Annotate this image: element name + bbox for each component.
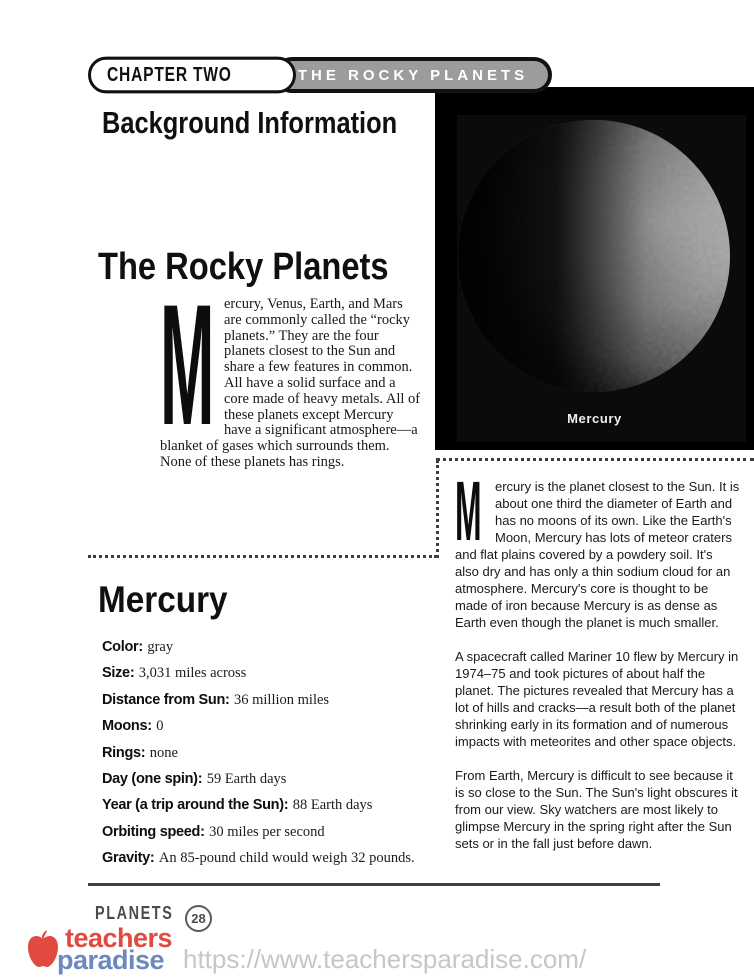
fact-year: Year (a trip around the Sun): 88 Earth days	[102, 797, 373, 814]
apple-icon	[27, 927, 59, 973]
dotted-rule-bottom-left	[88, 555, 437, 558]
logo-text	[57, 923, 173, 975]
page-number-badge: 28	[185, 905, 212, 932]
chapter-header	[88, 57, 552, 93]
photo-caption: Mercury	[567, 411, 622, 426]
book-title: PLANETS	[95, 903, 174, 923]
drop-cap-m-small: M	[455, 464, 482, 558]
info-paragraph-3: From Earth, Mercury is difficult to see because it is so close to the Sun. The Sun's light obscures it from our view. Sky watchers are most likely to glimpse Mercury in the spring right after the Sun sets or in the fall just before dawn.	[455, 768, 738, 851]
fact-color: Color: gray	[102, 639, 174, 655]
mercury-photo	[435, 87, 754, 450]
mercury-heading: Mercury	[98, 579, 228, 620]
rocky-planets-body: ercury, Venus, Earth, and Mars are commonly called the “rocky planets.” They are the four planets closest to the Sun and share a few features in common. All have a solid surface and a core made of heavy metals. All of these planets except Mercury have a significant atmosphere—a blanket of gases which surrounds them. None of these planets has rings.	[160, 296, 421, 470]
fact-day: Day (one spin): 59 Earth days	[102, 771, 287, 788]
logo-paradise: paradise	[57, 945, 165, 975]
fact-gravity: Gravity: An 85-pound child would weigh 32 pounds.	[102, 850, 415, 867]
teachersparadise-logo	[27, 923, 173, 975]
mercury-info-box	[455, 464, 740, 869]
dotted-rule-top-right	[436, 458, 754, 461]
rocky-planets-paragraph	[160, 269, 422, 471]
chapter-label	[88, 57, 296, 94]
fact-moons: Moons: 0	[102, 718, 164, 735]
drop-cap-m: M	[160, 269, 215, 461]
footer-rule	[88, 883, 660, 886]
page-title: Background Information	[102, 105, 398, 140]
url-watermark-link[interactable]: https://www.teachersparadise.com/	[183, 944, 587, 974]
info-paragraph-1: M ercury is the planet closest to the Sun. It is about one third the diameter of Earth and has no moons of its own. Like the Earth's Moon, Mercury has lots of meteor craters and flat plains covered by a powdery soil. It's also dry and has only a thin sodium cloud for an atmosphere. Mercury's core is thought to be made of iron because Mercury is as dense as Earth even though the planet is much smaller.	[455, 464, 740, 630]
chapter-label-text: CHAPTER TWO	[107, 63, 232, 86]
fact-distance: Distance from Sun: 36 million miles	[102, 691, 330, 708]
fact-size: Size: 3,031 miles across	[102, 665, 247, 682]
dotted-rule-vertical	[436, 460, 439, 558]
mercury-planet-illustration	[435, 87, 754, 450]
mercury-facts-list	[102, 634, 432, 872]
fact-orbiting-speed: Orbiting speed: 30 miles per second	[102, 823, 325, 840]
fact-rings: Rings: none	[102, 744, 178, 761]
info-paragraph-2: A spacecraft called Mariner 10 flew by Mercury in 1974–75 and took pictures of about half the planet. The pictures revealed that Mercury has a lot of hills and cracks—a result both of the planet shrinking early in its formation and of numerous impacts with meteorites and other space objects.	[455, 649, 739, 749]
rocky-planets-heading: The Rocky Planets	[98, 246, 389, 288]
chapter-title-pill: THE ROCKY PLANETS	[274, 57, 552, 93]
logo-teachers: teachers	[65, 923, 173, 953]
